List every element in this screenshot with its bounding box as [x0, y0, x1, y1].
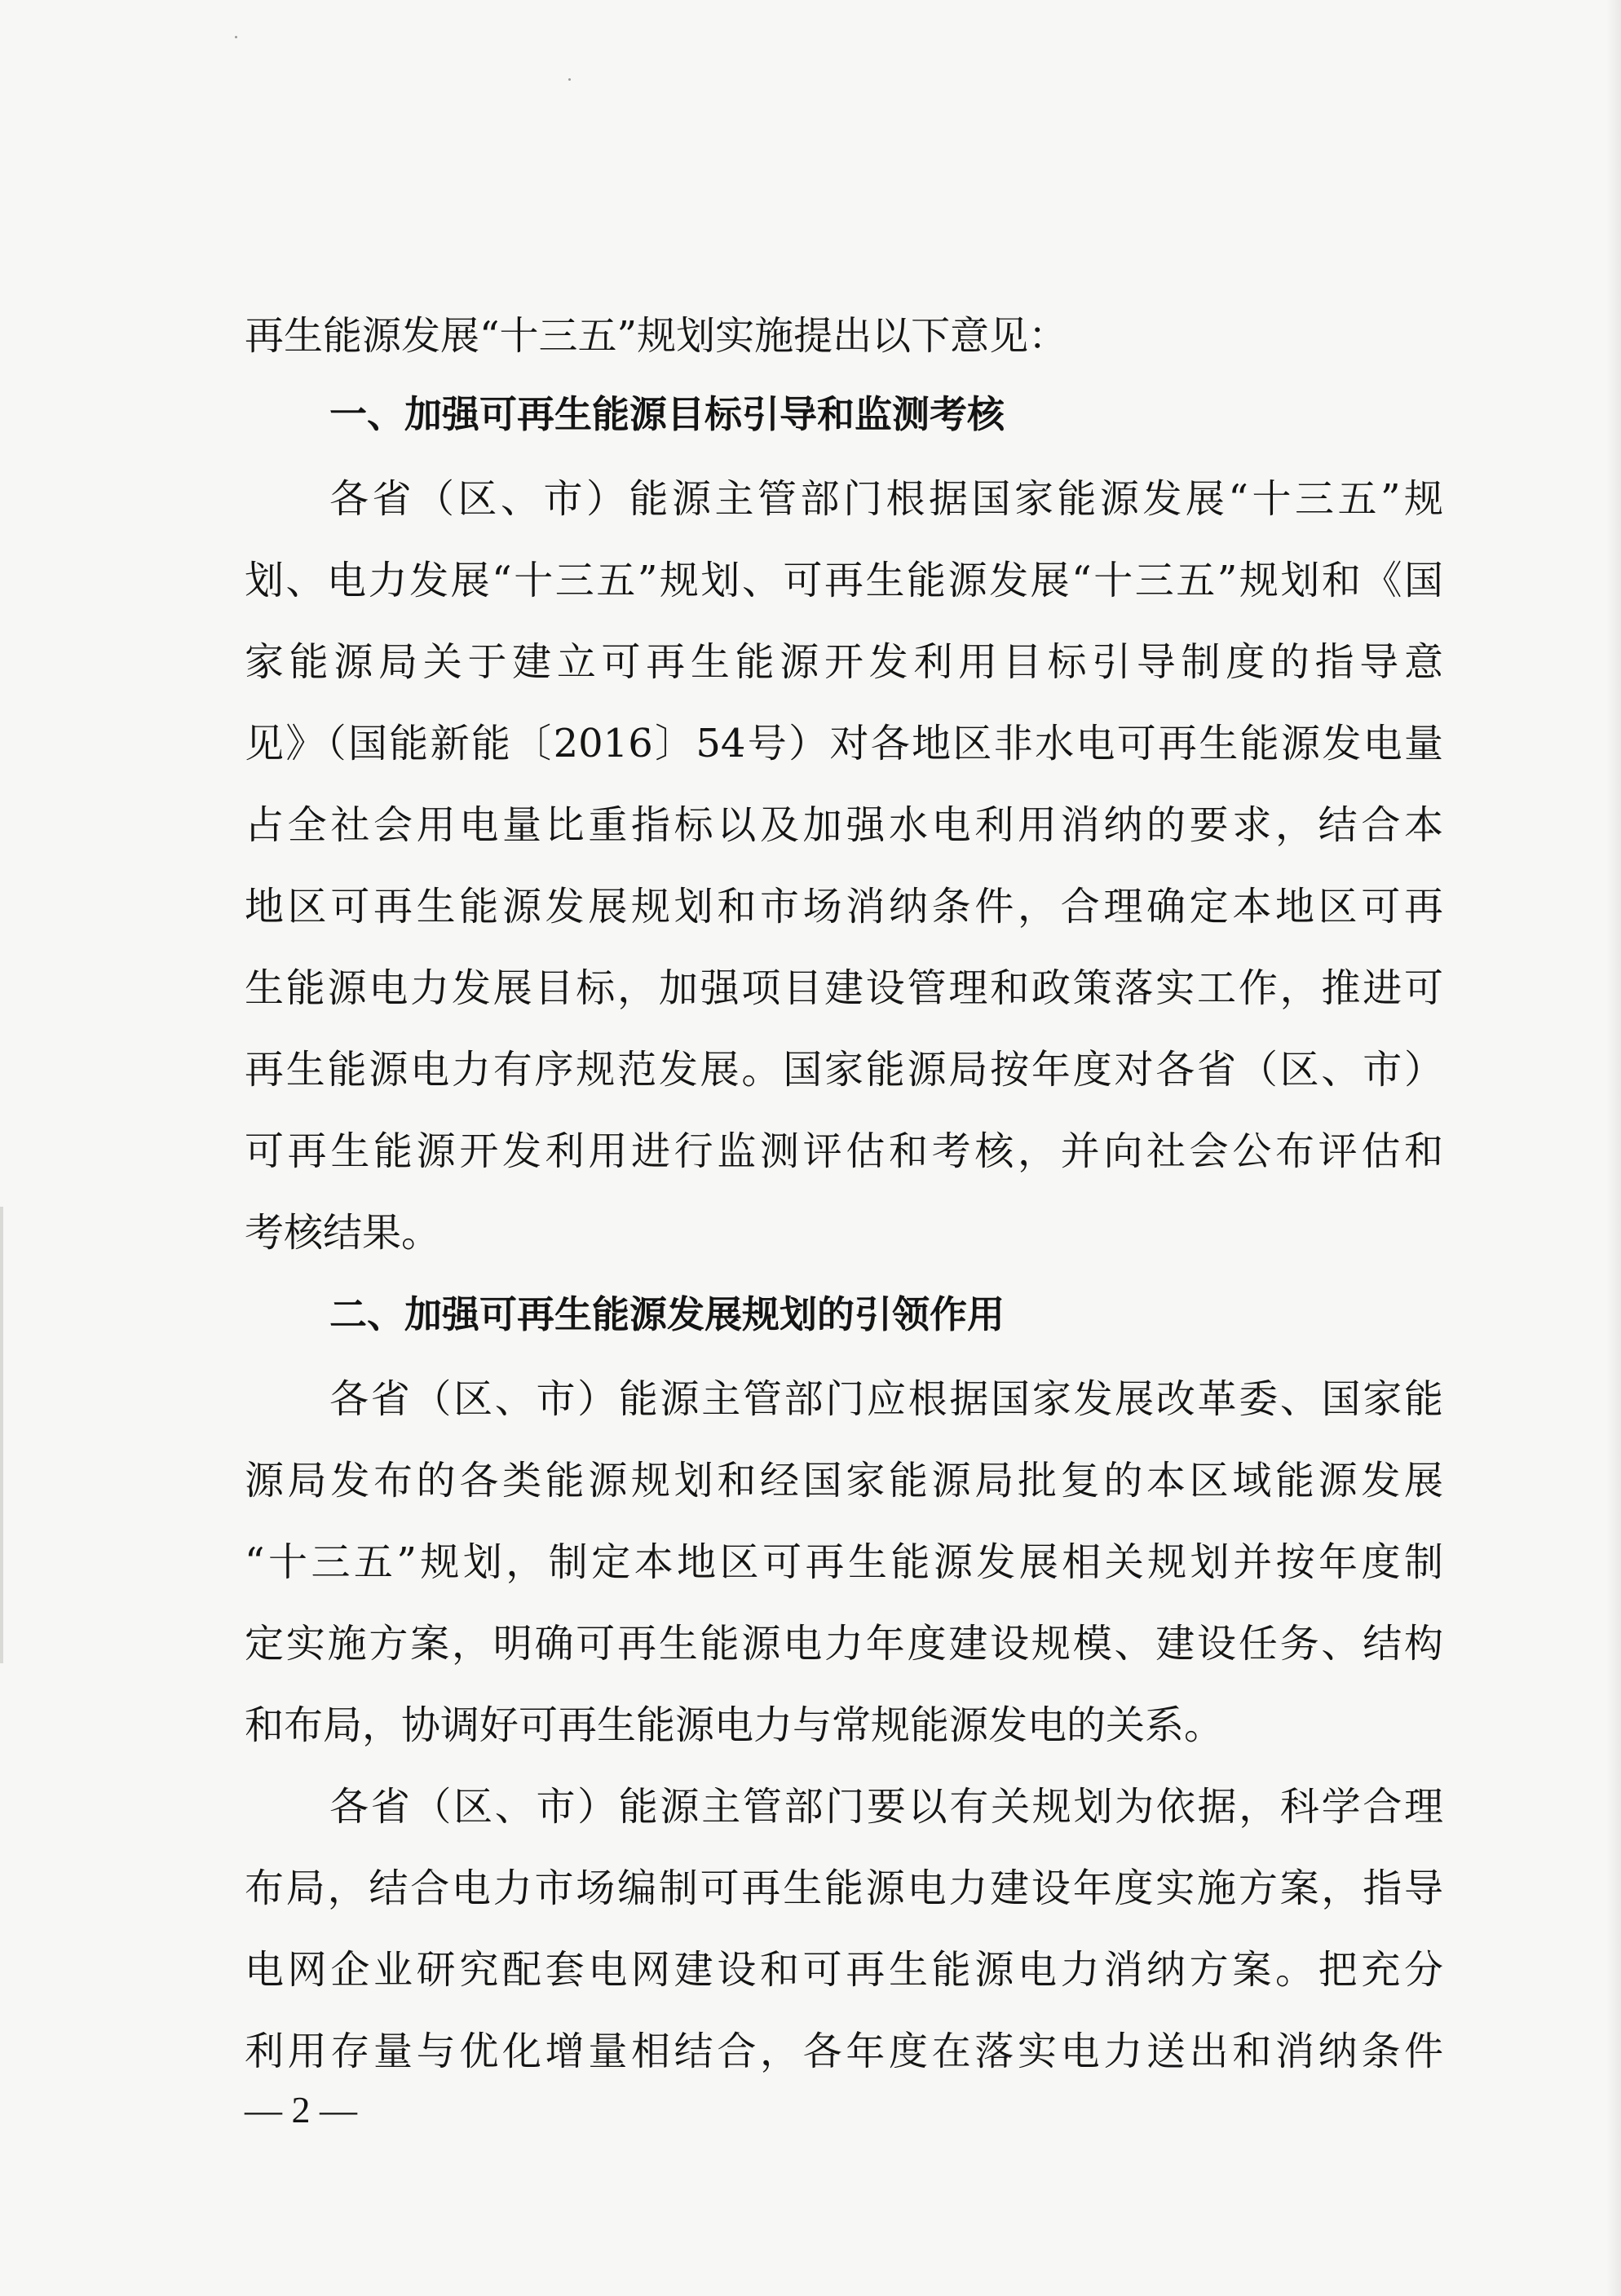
text-line: 见》（国能新能〔2016〕54号）对各地区非水电可再生能源发电量 — [245, 721, 1443, 766]
text-line: 地区可再生能源发展规划和市场消纳条件，合理确定本地区可再 — [245, 884, 1443, 929]
text-line: 各省（区、市）能源主管部门根据国家能源发展“十三五”规 — [329, 476, 1443, 522]
section-heading: 一、加强可再生能源目标引导和监测考核 — [329, 392, 1005, 436]
text-line: 再生能源发展“十三五”规划实施提出以下意见： — [245, 313, 1068, 359]
text-line: 可再生能源开发利用进行监测评估和考核，并向社会公布评估和 — [245, 1128, 1443, 1174]
text-line: 利用存量与优化增量相结合，各年度在落实电力送出和消纳条件 — [245, 2029, 1443, 2074]
text-line: 占全社会用电量比重指标以及加强水电利用消纳的要求，结合本 — [245, 802, 1443, 848]
text-line: 电网企业研究配套电网建设和可再生能源电力消纳方案。把充分 — [245, 1947, 1443, 1993]
scan-shadow — [1606, 0, 1621, 2296]
text-line: 定实施方案，明确可再生能源电力年度建设规模、建设任务、结构 — [245, 1621, 1443, 1667]
text-line: “十三五”规划，制定本地区可再生能源发展相关规划并按年度制 — [245, 1539, 1443, 1585]
text-line: 各省（区、市）能源主管部门应根据国家发展改革委、国家能 — [329, 1376, 1443, 1422]
text-line: 各省（区、市）能源主管部门要以有关规划为依据，科学合理 — [329, 1784, 1443, 1830]
scan-speck — [235, 36, 237, 38]
text-line: 源局发布的各类能源规划和经国家能源局批复的本区域能源发展 — [245, 1458, 1443, 1503]
section-heading: 二、加强可再生能源发展规划的引领作用 — [329, 1292, 1005, 1336]
text-line: 生能源电力发展目标，加强项目建设管理和政策落实工作，推进可 — [245, 965, 1443, 1011]
text-line: 划、电力发展“十三五”规划、可再生能源发展“十三五”规划和《国 — [245, 558, 1443, 603]
text-line: 考核结果。 — [245, 1210, 441, 1256]
text-line: 布局，结合电力市场编制可再生能源电力建设年度实施方案，指导 — [245, 1866, 1443, 1911]
page-number: — 2 — — [245, 2089, 357, 2130]
scan-speck — [568, 78, 571, 81]
text-line: 再生能源电力有序规范发展。国家能源局按年度对各省（区、市） — [245, 1047, 1443, 1093]
text-line: 家能源局关于建立可再生能源开发利用目标引导制度的指导意 — [245, 639, 1443, 685]
text-line: 和布局，协调好可再生能源电力与常规能源发电的关系。 — [245, 1702, 1224, 1748]
scan-edge-mark — [0, 1207, 3, 1663]
